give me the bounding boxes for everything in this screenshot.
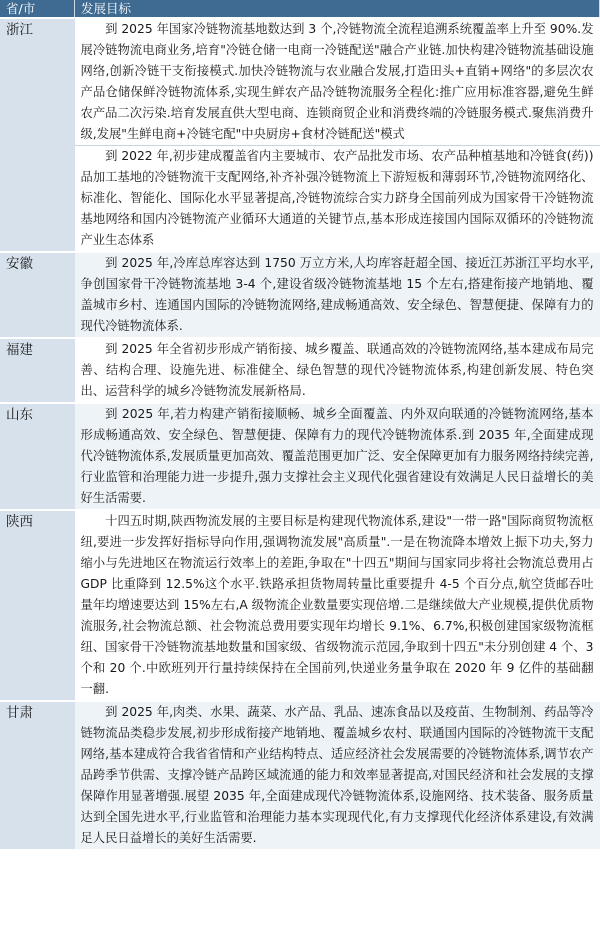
table-row bbox=[0, 510, 600, 701]
table-row bbox=[0, 18, 600, 146]
table-row bbox=[0, 701, 600, 849]
goal-cell: 到 2025 年国家冷链物流基地数达到 3 个,冷链物流全流程追溯系统覆盖率上升至 90%.发展冷链物流电商业务,培育"冷链仓储一电商一冷链配送"融合产业链.加快构建冷链物流基础设施网络,创新冷链干支衔接模式.加快冷链物流与农业融合发展,打造田头+直销+网络"的多层次农产品仓储保鲜冷链物流体系,实现生鲜农产品冷链物流服务全程化:推广应用标准容器,避免生鲜农产品二次污染.培育发展直供大型电商、连锁商贸企业和消费终端的冷链服务模式.聚焦消费升级,发展"生鲜电商+冷链宅配"中央厨房+食材冷链配送"模式 bbox=[75, 18, 600, 146]
province-cell: 山东 bbox=[0, 403, 75, 510]
goal-cell: 到 2025 年,冷库总库容达到 1750 万立方米,人均库容赶超全国、接近江苏浙江平均水平,争创国家骨干冷链物流基地 3-4 个,建设省级冷链物流基地 15 个左右,搭建衔接产地销地、覆盖城市乡村、连通国内国际的冷链物流网络,建成畅通高效、安全绿色、智慧便捷、保障有力的现代冷链物流体系. bbox=[75, 252, 600, 338]
table-row bbox=[0, 252, 600, 338]
province-cell: 福建 bbox=[0, 338, 75, 403]
province-cell: 甘肃 bbox=[0, 701, 75, 849]
header-row bbox=[0, 0, 600, 18]
goal-cell: 到 2022 年,初步建成覆盖省内主要城市、农产品批发市场、农产品种植基地和冷链食(药))品加工基地的冷链物流干支配网络,补齐补强冷链物流上下游短板和薄弱环节,冷链物流网络化、标准化、智能化、国际化水平显著提高,冷链物流综合实力跻身全国前列成为国家骨干冷链物流基地网络和国内冷链物流产业循环大通道的关键节点,基本形成连接国内国际双循环的冷链物流产业生态体系 bbox=[75, 146, 600, 253]
table-row bbox=[0, 403, 600, 510]
table-row bbox=[0, 146, 600, 253]
province-cell: 安徽 bbox=[0, 252, 75, 338]
province-cell: 陕西 bbox=[0, 510, 75, 701]
goal-cell: 十四五时期,陕西物流发展的主要目标是构建现代物流体系,建设"一带一路"国际商贸物流枢纽,要进一步发挥好指标导向作用,强调物流发展"高质量".一是在物流降本增效上振下功夫,努力缩小与先进地区在物流运行效率上的差距,争取在"十四五"期间与国家同步将社会物流总费用占 GDP 比重降到 12.5%这个水平.铁路承担货物周转量比重要提升 4-5 个百分点,航空货邮吞吐量年均增速要达到 15%左右,A 级物流企业数量要实现倍增.二是继续做大产业规模,提供优质物流服务,社会物流总额、社会物流总费用要实现年均增长 9.1%、6.7%,积极创建国家级物流框纽、国家骨干冷链物流基地数量和国家级、省级物流示范园,争取到十四五"未分别创建 4 个、3 个和 20 个.中欧班列开行量持续保持在全国前列,快递业务量争取在 2020 年 9 亿件的基础翻一翻. bbox=[75, 510, 600, 701]
province-cell: 浙江 bbox=[0, 18, 75, 252]
goal-cell: 到 2025 年全省初步形成产销衔接、城乡覆盖、联通高效的冷链物流网络,基本建成布局完善、结构合理、设施先进、标准健全、绿色智慧的现代冷链物流体系,构建创新发展、特色突出、运营科学的城乡冷链物流发展新格局. bbox=[75, 338, 600, 403]
table-row bbox=[0, 338, 600, 403]
header-goal: 发展目标 bbox=[75, 0, 600, 18]
goal-cell: 到 2025 年,肉类、水果、蔬菜、水产品、乳品、速冻食品以及疫苗、生物制剂、药品等冷链物流品类稳步发展,初步形成衔接产地销地、覆盖城乡农村、联通国内国际的冷链物流干支配网络,基本建成符合我省省情和产业结构特点、适应经济社会发展需要的冷链物流体系,调节农产品跨季节供需、支撑冷链产品跨区域流通的能力和效率显著提高,对国民经济和社会发展的支撑保障作用显著增强.展望 2035 年,全面建成现代冷链物流体系,设施网络、技术装备、服务质量达到全国先进水平,行业监管和治理能力基本实现现代化,有力支撑现代化经济体系建设,有效满足人民日益增长的美好生活需要. bbox=[75, 701, 600, 849]
header-province: 省/市 bbox=[0, 0, 75, 18]
goal-cell: 到 2025 年,若力构建产销衔接顺畅、城乡全面覆盖、内外双向联通的冷链物流网络,基本形成畅通高效、安全绿色、智慧便捷、保障有力的现代冷链物流体系.到 2035 年,全面建成现代冷链物流体系,发展质量更加高效、覆盖范围更加广泛、安全保障更加有力服务网络持续完善,行业监管和治理能力进一步提升,强力支撑社会主义现代化强省建设有效满足人民日益增长的美好生活需要. bbox=[75, 403, 600, 510]
